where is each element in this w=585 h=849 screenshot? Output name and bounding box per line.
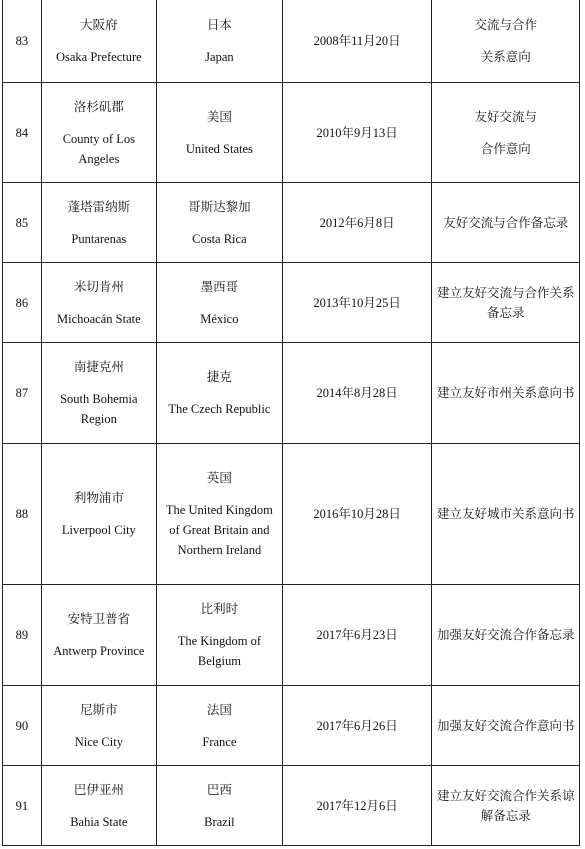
country-name-zh: 美国 <box>206 109 232 124</box>
country-name-en: The Kingdom of Belgium <box>177 634 262 668</box>
row-number: 83 <box>3 0 42 83</box>
row-number: 87 <box>3 343 42 444</box>
agreement-type-cell <box>432 0 580 83</box>
city-name-zh: 蓬塔雷纳斯 <box>67 199 131 214</box>
agreement-type-line2: 合作意向 <box>480 141 531 156</box>
agreement-type-line1: 建立友好市州关系意向书 <box>436 386 575 400</box>
city-name-zh: 南捷克州 <box>73 360 124 374</box>
agreement-type-line1: 友好交流与合作备忘录 <box>443 215 569 230</box>
signing-date: 2016年10月28日 <box>282 444 432 585</box>
city-name-zh: 大阪府 <box>80 17 118 32</box>
agreement-type-line2: 关系意向 <box>480 49 531 64</box>
city-name-zh: 巴伊亚州 <box>73 782 124 797</box>
country-name-zh: 巴西 <box>206 782 232 797</box>
row-number: 89 <box>3 585 42 686</box>
country-cell <box>156 343 282 444</box>
city-cell <box>41 83 156 183</box>
agreement-type-cell <box>432 183 580 263</box>
country-name-en: México <box>200 311 239 326</box>
city-name-zh: 利物浦市 <box>73 491 124 505</box>
city-cell <box>41 183 156 263</box>
country-name-en: Costa Rica <box>192 231 247 246</box>
agreement-type-line1: 建立友好交流合作关系谅解备忘录 <box>436 788 575 823</box>
country-cell <box>156 686 282 766</box>
agreement-type-cell <box>432 263 580 343</box>
agreement-type-line1: 建立友好城市关系意向书 <box>436 507 575 521</box>
signing-date: 2013年10月25日 <box>282 263 432 343</box>
row-number: 86 <box>3 263 42 343</box>
country-cell <box>156 263 282 343</box>
country-name-en: France <box>202 734 237 749</box>
country-cell <box>156 766 282 846</box>
signing-date: 2017年12月6日 <box>282 766 432 846</box>
country-name-en: United States <box>185 141 253 156</box>
row-number: 84 <box>3 83 42 183</box>
table-row <box>3 686 580 766</box>
row-number: 90 <box>3 686 42 766</box>
agreement-type-cell <box>432 766 580 846</box>
agreement-type-line1: 加强友好交流合作意向书 <box>436 718 575 733</box>
table-row <box>3 0 580 83</box>
agreement-type-cell <box>432 585 580 686</box>
agreement-type-line1: 交流与合作 <box>474 17 537 32</box>
city-name-zh: 米切肯州 <box>73 279 124 294</box>
row-number: 88 <box>3 444 42 585</box>
row-number: 85 <box>3 183 42 263</box>
country-name-zh: 比利时 <box>200 602 239 616</box>
city-name-en: Puntarenas <box>71 231 127 246</box>
city-name-en: County of Los Angeles <box>62 131 135 166</box>
signing-date: 2017年6月26日 <box>282 686 432 766</box>
city-name-zh: 洛杉矶郡 <box>73 99 124 114</box>
country-name-zh: 哥斯达黎加 <box>188 199 251 214</box>
signing-date: 2010年9月13日 <box>282 83 432 183</box>
city-cell <box>41 585 156 686</box>
table-row <box>3 343 580 444</box>
signing-date: 2008年11月20日 <box>282 0 432 83</box>
city-name-en: Antwerp Province <box>53 644 145 658</box>
country-name-zh: 捷克 <box>206 370 232 384</box>
row-number: 91 <box>3 766 42 846</box>
country-name-en: Japan <box>205 49 234 64</box>
city-cell <box>41 263 156 343</box>
country-cell <box>156 183 282 263</box>
signing-date: 2014年8月28日 <box>282 343 432 444</box>
city-name-zh: 尼斯市 <box>80 702 118 717</box>
agreement-type-line1: 友好交流与 <box>474 109 537 124</box>
country-name-en: The Czech Republic <box>168 402 271 416</box>
city-name-en: Nice City <box>74 734 123 749</box>
table-row <box>3 183 580 263</box>
agreement-type-line1: 加强友好交流合作备忘录 <box>436 628 575 642</box>
agreement-type-cell <box>432 686 580 766</box>
agreement-type-line1: 建立友好交流与合作关系备忘录 <box>436 285 575 320</box>
city-cell <box>41 343 156 444</box>
country-name-zh: 法国 <box>206 702 232 717</box>
country-name-en: Brazil <box>204 814 235 829</box>
city-cell <box>41 0 156 83</box>
country-name-zh: 日本 <box>206 17 232 32</box>
city-name-en: Bahia State <box>70 814 128 829</box>
city-cell <box>41 444 156 585</box>
table-row <box>3 585 580 686</box>
sister-cities-table <box>2 0 580 846</box>
country-name-zh: 墨西哥 <box>200 279 239 294</box>
city-name-en: Osaka Prefecture <box>55 49 142 64</box>
agreement-type-cell <box>432 444 580 585</box>
signing-date: 2017年6月23日 <box>282 585 432 686</box>
country-name-en: The United Kingdom of Great Britain and Northern Ireland <box>165 503 273 557</box>
signing-date: 2012年6月8日 <box>282 183 432 263</box>
city-name-en: South Bohemia Region <box>60 392 138 426</box>
table-row <box>3 766 580 846</box>
city-name-en: Michoacán State <box>57 311 141 326</box>
agreement-type-cell <box>432 83 580 183</box>
city-name-zh: 安特卫普省 <box>67 612 131 626</box>
country-cell <box>156 0 282 83</box>
table-row <box>3 263 580 343</box>
country-cell <box>156 83 282 183</box>
table-row <box>3 83 580 183</box>
city-cell <box>41 686 156 766</box>
table-row <box>3 444 580 585</box>
country-cell <box>156 585 282 686</box>
city-name-en: Liverpool City <box>61 523 136 537</box>
city-cell <box>41 766 156 846</box>
country-cell <box>156 444 282 585</box>
country-name-zh: 英国 <box>206 471 232 485</box>
agreement-type-cell <box>432 343 580 444</box>
